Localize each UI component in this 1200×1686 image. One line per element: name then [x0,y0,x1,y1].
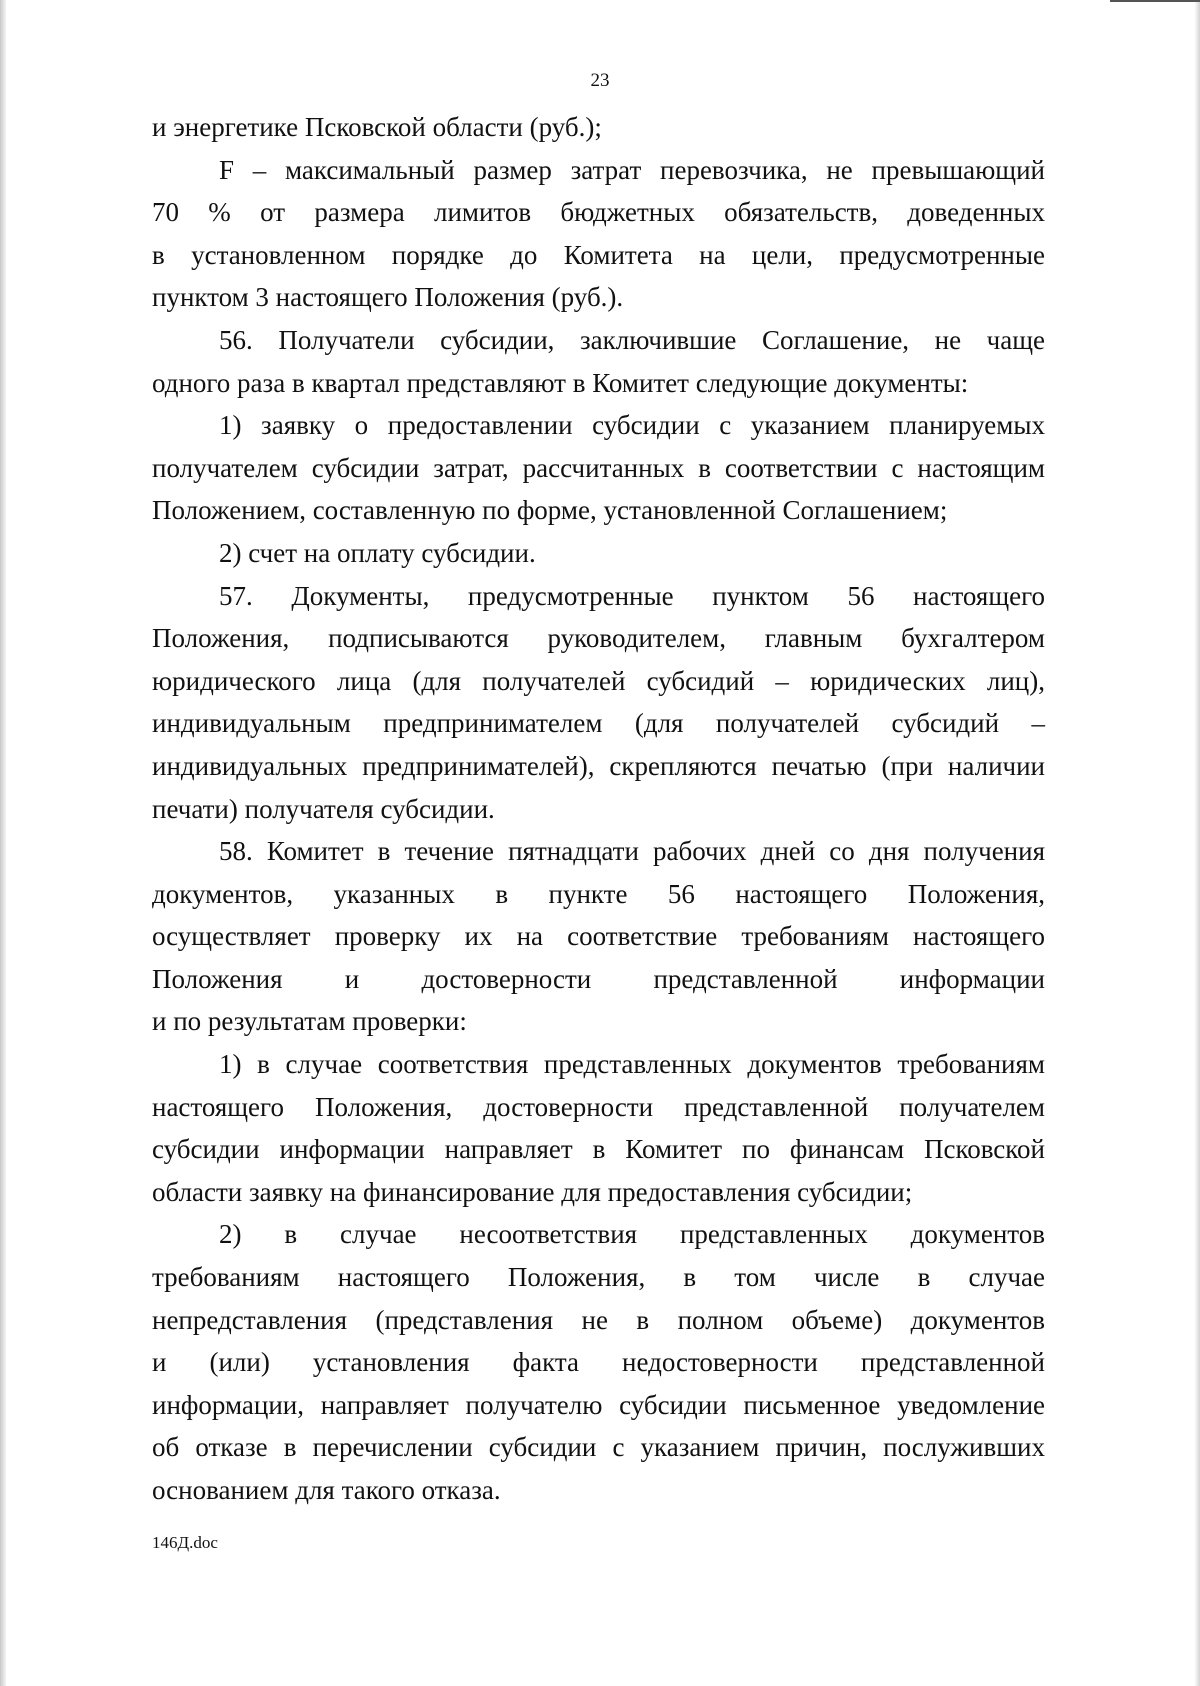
text-line: основанием для такого отказа. [152,1475,501,1505]
text-line: 2) в случае несоответствия представленных документов [219,1219,1045,1250]
text-line: документов, указанных в пункте 56 настоящего Положения, [152,878,1045,909]
text-line: 56. Получатели субсидии, заключившие Соглашение, не чаще [219,324,1045,355]
text-line: получателем субсидии затрат, рассчитанных в соответствии с настоящим [152,452,1045,483]
paragraph [152,1043,1045,1213]
paragraph [152,830,1045,1043]
footer-filename: 146Д.doc [152,1533,218,1552]
text-line: требованиям настоящего Положения, в том числе в случае [152,1262,1045,1293]
text-line: 58. Комитет в течение пятнадцати рабочих дней со дня получения [219,836,1045,867]
text-line: одного раза в квартал представляют в Комитет следующие документы: [152,367,969,398]
text-line: настоящего Положения, достоверности представленной получателем [152,1091,1045,1122]
text-line: печати) получателя субсидии. [152,793,495,824]
text-line: осуществляет проверку их на соответствие требованиям настоящего [152,921,1045,952]
text-line: непредставления (представления не в полном объеме) документов [152,1304,1045,1335]
document-body [152,106,1045,1512]
text-line: области заявку на финансирование для предоставления субсидии; [152,1176,913,1207]
text-line: Положением, составленную по форме, установленной Соглашением; [152,495,948,526]
paragraph [152,532,1045,575]
scan-edge-left [0,0,6,1686]
text-line: 1) в случае соответствия представленных документов требованиям [219,1049,1045,1080]
text-line: и по результатам проверки: [152,1006,467,1037]
paragraph [152,1213,1045,1511]
text-line: 57. Документы, предусмотренные пунктом 56 настоящего [219,580,1045,611]
text-line: в установленном порядке до Комитета на цели, предусмотренные [152,239,1045,270]
text-line: и (или) установления факта недостоверности представленной [152,1347,1045,1378]
paragraph [152,106,1045,149]
paragraph [152,575,1045,831]
text-line: субсидии информации направляет в Комитет по финансам Псковской [152,1134,1045,1165]
scan-edge-right [1195,0,1200,1686]
paragraph [152,149,1045,319]
text-line: 1) заявку о предоставлении субсидии с указанием планируемых [219,410,1045,441]
text-line: Положения и достоверности представленной информации [152,963,1045,994]
text-line: Положения, подписываются руководителем, главным бухгалтером [152,623,1045,654]
text-line: пунктом 3 настоящего Положения (руб.). [152,282,624,313]
text-line: F – максимальный размер затрат перевозчика, не превышающий [219,154,1045,185]
text-line: информации, направляет получателю субсидии письменное уведомление [152,1389,1045,1420]
scan-top-line [1110,0,1200,2]
paragraph [152,319,1045,404]
text-line: и энергетике Псковской области (руб.); [152,112,602,142]
paragraph [152,404,1045,532]
text-line: индивидуальных предпринимателей), скрепляются печатью (при наличии [152,750,1045,781]
text-line: 70 % от размера лимитов бюджетных обязательств, доведенных [152,197,1045,228]
text-line: индивидуальным предпринимателем (для получателей субсидий – [152,708,1045,739]
text-line: 2) счет на оплату субсидии. [219,537,536,568]
text-line: об отказе в перечислении субсидии с указанием причин, послуживших [152,1432,1045,1463]
text-line: юридического лица (для получателей субсидий – юридических лиц), [152,665,1045,696]
page-number: 23 [590,70,610,91]
